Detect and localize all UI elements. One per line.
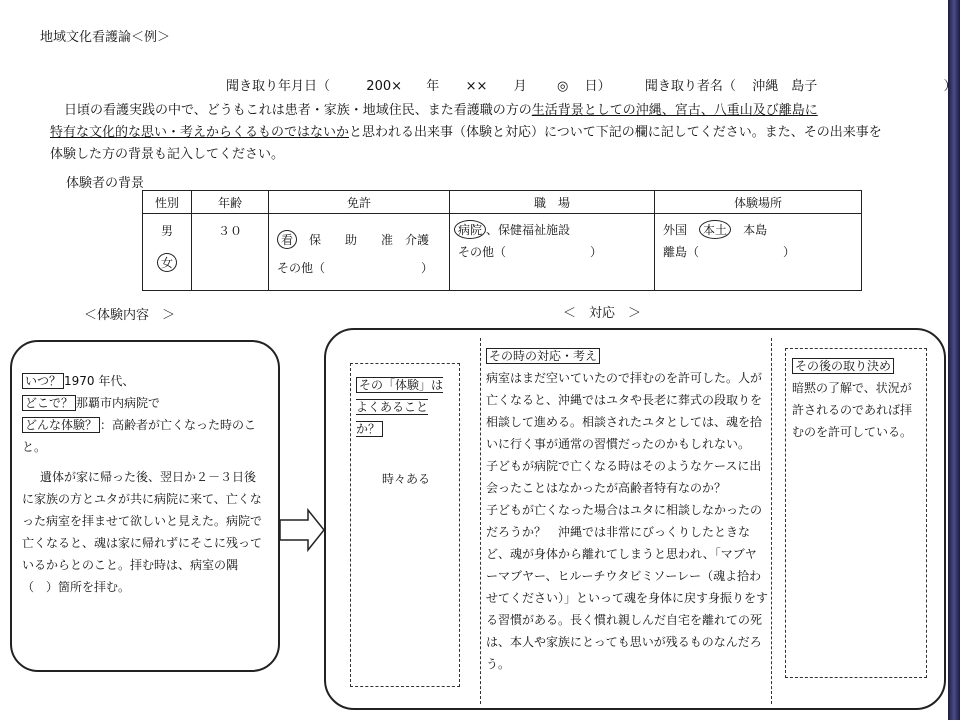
license-other: その他（ ）	[277, 261, 434, 275]
header-place: 体験場所	[655, 191, 862, 214]
interviewee-name: 沖縄 島子	[752, 79, 818, 94]
frequency-answer: 時々ある	[382, 472, 431, 486]
when-value: 1970 年代、	[64, 374, 135, 388]
where-value: 那覇市内病院で	[76, 396, 161, 410]
decision-body: 暗黙の了解で、状況が許されるのであれば拝むのを許可している。	[792, 381, 913, 439]
experience-label: ＜体験内容 ＞	[84, 308, 176, 323]
workplace-other: その他（ ）	[458, 245, 603, 259]
place-foreign: 外国	[663, 223, 688, 237]
background-table	[142, 190, 862, 291]
intro-line3: 体験した方の背景も記入してください。	[50, 147, 285, 162]
background-label: 体験者の背景	[66, 176, 145, 191]
response-heading: その時の対応・考え	[486, 348, 600, 364]
intro-line1b: 生活背景としての沖縄、宮古、八重山及び離島に	[531, 103, 818, 118]
decision-heading: その後の取り決め	[792, 358, 894, 374]
sex-female: 女	[157, 253, 177, 272]
response-body2: 子どもが病院で亡くなる時はそのようなケースに出会ったことはなかったが高齢者特有なのか？	[486, 459, 762, 495]
sex-cell	[143, 214, 192, 291]
day-unit: 日）	[584, 79, 611, 94]
arrow-right-icon	[278, 508, 326, 552]
intro-line2b: と思われる出来事（体験と対応）について下記の欄に記してください。また、その出来事を	[349, 125, 882, 140]
intro-line1a: 日頃の看護実践の中で、どうもこれは患者・家族・地域住民、また看護職の方の	[64, 103, 532, 118]
workplace-welfare: 、保健福祉施設	[486, 223, 571, 237]
place-mainisland: 本島	[743, 223, 768, 237]
header-license: 免許	[269, 191, 450, 214]
instructions	[50, 100, 900, 166]
header-age: 年齢	[192, 191, 269, 214]
what-label: どんな体験？	[22, 417, 100, 433]
month-value: ××	[465, 79, 488, 94]
place-cell	[655, 214, 862, 291]
interview-header	[226, 75, 957, 94]
what-value: ：高齢者が亡くなった時のこと。	[22, 418, 257, 454]
frequency-question	[356, 374, 454, 440]
month-unit: 月	[513, 79, 527, 94]
interviewee-label: 聞き取り者名（	[644, 79, 736, 94]
place-hondo: 本土	[699, 220, 731, 239]
license-nurse: 看	[277, 230, 297, 249]
response-body1: 病室はまだ空いていたので拝むのを許可した。人が亡くなると、沖縄ではユタや長老に葬式の段取りを相談して進める。相談されたユタとしては、魂を拾いに行く事が通常の習慣だったのかもしれない。	[486, 371, 763, 451]
experience-text	[22, 370, 266, 598]
sex-male: 男	[160, 224, 173, 238]
workplace-cell	[450, 214, 655, 291]
experience-body: 遺体が家に帰った後、翌日か２－３日後に家族の方とユタが共に病院に来て、亡くなった病室を拝ませて欲しいと見えた。病院で亡くなると、魂は家に帰れずにそこに残っているからとのこと。拝む時は、病室の隅（ ）箇所を拝む。	[22, 470, 263, 594]
where-label: どこで？	[22, 395, 76, 411]
age-cell	[192, 214, 269, 291]
header-workplace: 職 場	[450, 191, 655, 214]
age-value: ３０	[217, 224, 242, 238]
year-value: 200×	[366, 79, 403, 94]
response-text	[486, 345, 768, 675]
day-value: ◎	[556, 79, 569, 94]
intro-line2a: 特有な文化的な思い・考えからくるものではないか	[50, 125, 350, 140]
close-paren: ）	[943, 79, 957, 94]
when-label: いつ？	[22, 373, 64, 389]
header-sex: 性別	[143, 191, 192, 214]
date-label: 聞き取り年月日（	[226, 79, 331, 94]
frequency-question-text: その「体験」はよくあることか？	[356, 378, 444, 436]
workplace-hospital: 病院	[454, 220, 486, 239]
slide-edge-bar	[948, 0, 960, 720]
year-unit: 年	[426, 79, 440, 94]
license-others: 保 助 准 介護	[309, 233, 430, 247]
response-body3: 子どもが亡くなった場合はユタに相談しなかったのだろうか？ 沖縄では非常にびっくりしたときなど、魂が身体から離れてしまうと思われ、「マブヤーマブヤー、ヒルーチウタビミソーレー（魂よ拾わせてください）」といって魂を身体に戻す身振りをする習慣がある。長く慣れ親しんだ自宅を離れての死は、本人や家族にとっても思いが残るものなんだろう。	[486, 503, 769, 671]
license-cell	[269, 214, 450, 291]
response-label: ＜ 対応 ＞	[563, 306, 642, 321]
decision-text	[792, 355, 922, 443]
page-title: 地域文化看護論＜例＞	[40, 30, 171, 45]
place-remote-island: 離島（ ）	[663, 245, 796, 259]
